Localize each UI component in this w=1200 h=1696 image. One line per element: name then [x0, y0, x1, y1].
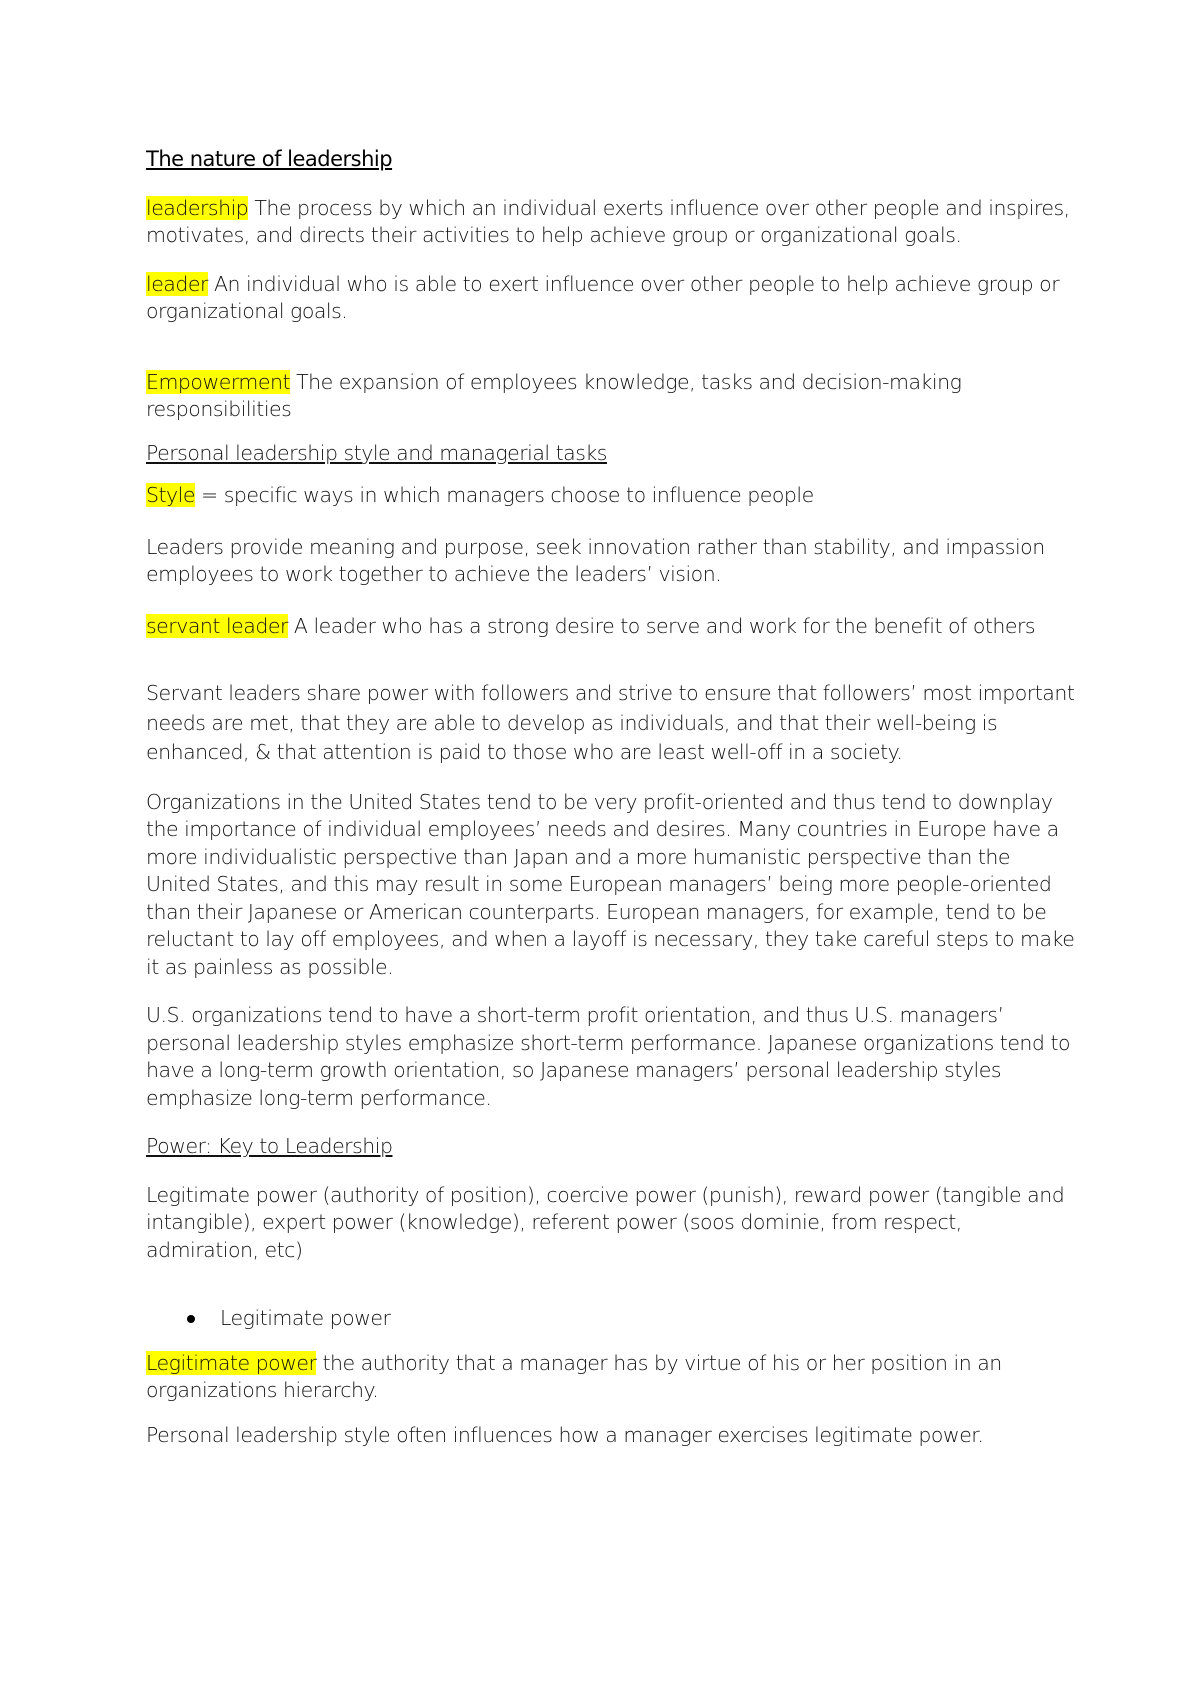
- highlighted-term: leadership: [146, 195, 249, 220]
- definition-leader: [146, 271, 1076, 326]
- definition-leadership: [146, 195, 1076, 250]
- paragraph-leaders-provide: Leaders provide meaning and purpose, seek innovation rather than stability, and impassion employees to work together to achieve the leaders’ vision.: [146, 534, 1045, 586]
- definition-text: the authority that a manager has by virtue of his or her position in an organizations hierarchy.: [146, 1350, 1002, 1402]
- document-body: [146, 146, 1076, 1449]
- highlighted-term: Legitimate power: [146, 1350, 317, 1375]
- definition-text: A leader who has a strong desire to serve and work for the benefit of others: [287, 613, 1036, 638]
- page-title: The nature of leadership: [146, 147, 393, 171]
- paragraph-servant-leaders: Servant leaders share power with followers and strive to ensure that followers’ most important needs are met, that they are able to develop as individuals, and that their well-being is enhanced, & that attention is paid to those who are least well-off in a society.: [146, 681, 1075, 764]
- highlighted-term: leader: [146, 271, 208, 296]
- bullet-text: Legitimate power: [220, 1306, 391, 1330]
- bullet-icon: [187, 1315, 195, 1323]
- paragraph-power-types: Legitimate power (authority of position), coercive power (punish), reward power (tangible and intangible), expert power (knowledge), referent power (soos dominie, from respect, admiration, etc): [146, 1182, 1065, 1262]
- section-heading-style: Personal leadership style and managerial tasks: [146, 440, 607, 465]
- definition-text: The expansion of employees knowledge, tasks and decision-making responsibilities: [146, 369, 962, 421]
- definition-text: An individual who is able to exert influence over other people to help achieve group or organizational goals.: [146, 271, 1060, 323]
- definition-empowerment: [146, 369, 1076, 424]
- highlighted-term: Empowerment: [146, 369, 291, 394]
- definition-text: The process by which an individual exerts influence over other people and inspires, motivates, and directs their activities to help achieve group or organizational goals.: [146, 195, 1070, 247]
- section-heading-power: Power: Key to Leadership: [146, 1134, 393, 1158]
- highlighted-term: servant leader: [146, 613, 288, 638]
- definition-servant-leader: [146, 613, 1076, 641]
- paragraph-us-organizations: U.S. organizations tend to have a short-term profit orientation, and thus U.S. managers’ personal leadership styles emphasize short-term performance. Japanese organizations tend to have a long-term growth orientation, so Japanese managers’ personal leadership styles emphasize long-term performance.: [146, 1003, 1071, 1110]
- definition-style: [146, 482, 1076, 510]
- paragraph-personal-style: Personal leadership style often influences how a manager exercises legitimate power.: [146, 1422, 984, 1447]
- definition-legitimate-power: [146, 1350, 1076, 1405]
- definition-text: = specific ways in which managers choose to influence people: [195, 483, 814, 507]
- highlighted-term: Style: [146, 483, 195, 507]
- paragraph-organizations: Organizations in the United States tend to be very profit-oriented and thus tend to downplay the importance of individual employees’ needs and desires. Many countries in Europe have a more individualistic perspective than Japan and a more humanistic perspective than the United States, and this may result in some European managers’ being more people-oriented than their Japanese or American counterparts. European managers, for example, tend to be reluctant to lay off employees, and when a layoff is necessary, they take careful steps to make it as painless as possible.: [146, 789, 1075, 979]
- bullet-list-item: [146, 1305, 1076, 1333]
